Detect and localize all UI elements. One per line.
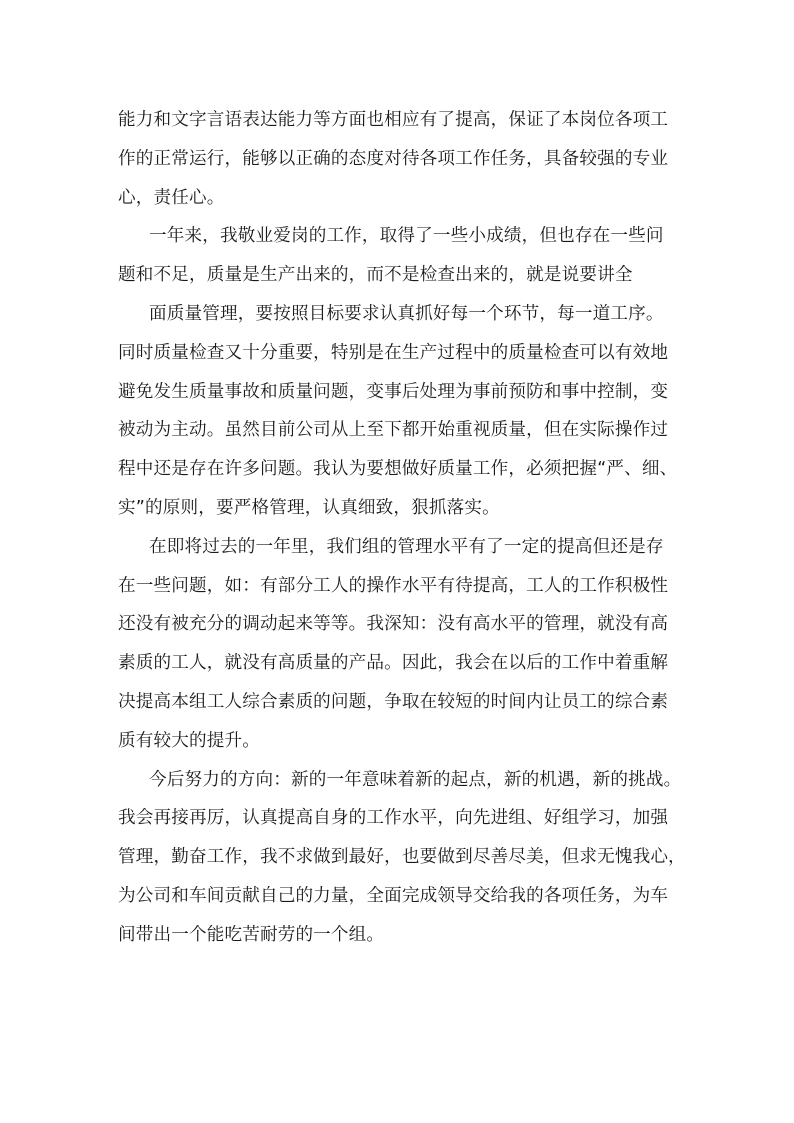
text-line: 在即将过去的一年里，我们组的管理水平有了一定的提高但还是存 [149,536,664,557]
text-line: 题和不足，质量是生产出来的，而不是检查出来的，就是说要讲全 [118,265,633,286]
text-line: 我会再接再厉，认真提高自身的工作水平，向先进组、好组学习，加强 [118,808,669,829]
text-line: 决提高本组工人综合素质的问题，争取在较短的时间内让员工的综合素 [118,691,669,712]
paragraph [118,217,678,295]
text-line: 还没有被充分的调动起来等等。我深知：没有高水平的管理，就没有高 [118,614,669,635]
text-line: 在一些问题，如：有部分工人的操作水平有待提高，工人的工作积极性 [118,575,669,596]
text-line: 程中还是存在许多问题。我认为要想做好质量工作，必须把握“严、细、 [118,459,678,480]
text-line: 实”的原则，要严格管理，认真细致，狠抓落实。 [118,497,500,518]
text-line: 避免发生质量事故和质量问题，变事后处理为事前预防和事中控制，变 [118,381,669,402]
text-line: 面质量管理，要按照目标要求认真抓好每一个环节，每一道工序。 [149,303,664,324]
text-line: 间带出一个能吃苦耐劳的一个组。 [118,924,385,945]
paragraph [118,101,678,217]
document-body [118,101,686,955]
paragraph [118,295,678,528]
text-line: 心，责任心。 [118,187,225,208]
text-line: 一年来，我敬业爱岗的工作，取得了一些小成绩，但也存在一些问 [149,226,664,247]
text-line: 今后努力的方向：新的一年意味着新的起点，新的机遇，新的挑战。 [149,769,682,790]
text-line: 为公司和车间贡献自己的力量，全面完成领导交给我的各项任务，为车 [118,885,669,906]
text-line: 质有较大的提升。 [118,730,260,751]
text-line: 素质的工人，就没有高质量的产品。因此，我会在以后的工作中着重解 [118,653,669,674]
text-line: 同时质量检查又十分重要，特别是在生产过程中的质量检查可以有效地 [118,342,669,363]
paragraph [118,528,678,761]
text-line: 作的正常运行，能够以正确的态度对待各项工作任务，具备较强的专业 [118,148,669,169]
text-line: 能力和文字言语表达能力等方面也相应有了提高，保证了本岗位各项工 [118,110,669,130]
text-line: 管理，勤奋工作，我不求做到最好，也要做到尽善尽美，但求无愧我心， [118,847,686,868]
text-line: 被动为主动。虽然目前公司从上至下都开始重视质量，但在实际操作过 [118,420,669,441]
paragraph [118,761,686,955]
